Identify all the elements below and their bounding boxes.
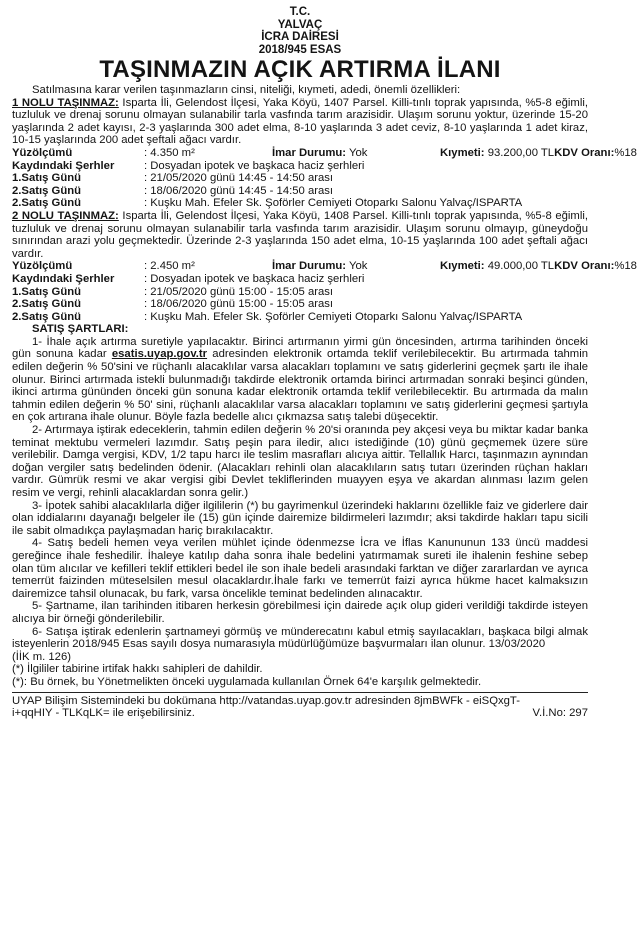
parcel-1-value-label: Kıymeti: xyxy=(440,146,485,159)
condition-1 xyxy=(12,336,588,424)
parcel-1-sale1-row xyxy=(12,172,588,185)
condition-3: 3- İpotek sahibi alacaklılarla diğer ilgililerin (*) bu gayrimenkul üzerindeki haklarını özellikle faiz ve giderlere dair olan iddialarını dayanağı belgeler ile (15) gün içinde dairemize bildirmeleri lazımdır; aksi takdirde hakları tapu sicili ile sabit olmadıkça paylaşmadan hariç bırakılacaktır. xyxy=(12,499,588,537)
parcel-1-kdv-value: %18 xyxy=(614,146,637,159)
parcel-1-sale1-value: : 21/05/2020 günü 14:45 - 14:50 arası xyxy=(144,172,334,185)
parcel-1-place-label: 2.Satış Günü xyxy=(12,197,82,210)
parcel-1-place-value: : Kuşku Mah. Efeler Sk. Şoförler Cemiyeti Otoparkı Salonu Yalvaç/ISPARTA xyxy=(144,197,523,210)
parcel-1-value-amount: 93.200,00 TL xyxy=(484,146,555,159)
footer-bottom-row xyxy=(12,707,588,720)
header-case-number: 2018/945 ESAS xyxy=(258,43,342,56)
footer-divider xyxy=(12,692,588,693)
parcel-1-area-value: : 4.350 m² xyxy=(144,146,195,159)
condition-6: 6- Satışa iştirak edenlerin şartnameyi görmüş ve münderecatını kabul etmiş sayılacakları, başkaca bilgi almak isteyenlerin 2018/945 Esas sayılı dosya numarasıyla müdürlüğümüze başvurmaları ilan olunur. 13/03/2020 xyxy=(12,625,588,651)
parcel-1-terms-row xyxy=(12,160,588,173)
parcel-2-area-label: Yüzölçümü xyxy=(12,260,73,273)
parcel-1-kdv-label: KDV Oranı: xyxy=(554,146,615,159)
parcel-1-sale2-row xyxy=(12,185,588,198)
parcel-2-sale1-value: : 21/05/2020 günü 15:00 - 15:05 arası xyxy=(144,285,334,298)
parcel-2-kdv-label: KDV Oranı: xyxy=(554,260,615,273)
parcel-2-terms-row xyxy=(12,273,588,286)
parcel-2-place-label: 2.Satış Günü xyxy=(12,310,82,323)
parcel-2-sale1-label: 1.Satış Günü xyxy=(12,285,82,298)
parcel-1-terms-label: Kaydındaki Şerhler xyxy=(12,159,115,172)
parcel-2-sale2-label: 2.Satış Günü xyxy=(12,298,82,311)
parcel-1-sale2-value: : 18/06/2020 günü 14:45 - 14:50 arası xyxy=(144,184,334,197)
condition-5: 5- Şartname, ilan tarihinden itibaren herkesin görebilmesi için dairede açık olup gideri verildiği takdirde isteyen alıcıya bir örneği gönderilebilir. xyxy=(12,600,588,625)
condition-4: 4- Satış bedeli hemen veya verilen mühlet içinde ödenmezse İcra ve İflas Kanununun 133 üncü maddesi gereğince ihale feshedilir. İhaleye katılıp daha sonra ihale bedelini yatırmamak sureti ile ihalenin feshine sebep olan tüm alıcılar ve kefilleri teklif ettikleri bedel ile son ihale bedeli arasındaki farktan ve diğer zararlardan ve ayrıca temerrüt faizinden müteselsilen mesul olacaklardır.İhale farkı ve temerrüt faizi ayrıca hükme hacet kalmaksızın dairemizce tahsil olunacak, bu fark, varsa öncelikle teminat bedelinden alınacaktır. xyxy=(12,537,588,600)
footer-uyap-line: UYAP Bilişim Sistemindeki bu dokümana http://vatandas.uyap.gov.tr adresinden 8jmBWFk - eiSQxgT- xyxy=(12,694,520,707)
parcel-2-kdv-value: %18 xyxy=(614,260,637,273)
parcel-2-value-label: Kıymeti: xyxy=(440,260,485,273)
footer-uyap-line2: i+qqHIY - TLKqLK= ile erişebilirsiniz. xyxy=(12,707,195,720)
parcel-1-description xyxy=(12,97,588,147)
esatis-link[interactable]: esatis.uyap.gov.tr xyxy=(111,348,208,361)
law-reference: (İİK m. 126) xyxy=(12,650,72,663)
footer-reference-number: V.İ.No: 297 xyxy=(532,707,588,720)
footnote-2: (*): Bu örnek, bu Yönetmelikten önceki uygulamada kullanılan Örnek 64'e karşılık gelmektedir. xyxy=(12,675,482,688)
parcel-2-heading: 2 NOLU TAŞINMAZ: xyxy=(12,209,119,222)
parcel-2-zoning-value: Yok xyxy=(346,260,368,273)
parcel-2-place-value: : Kuşku Mah. Efeler Sk. Şoförler Cemiyeti Otoparkı Salonu Yalvaç/ISPARTA xyxy=(144,310,523,323)
notice-title: TAŞINMAZIN AÇIK ARTIRMA İLANI xyxy=(99,56,501,83)
condition-2: 2- Artırmaya iştirak edeceklerin, tahmin edilen değerin % 20'si oranında pey akçesi veya bu miktar kadar banka teminat mektubu vermeleri lazımdır. Satış peşin para iledir, alıcı istediğinde (10) günü geçmemek üzere süre verilebilir. Damga vergisi, KDV, 1/2 tapu harcı ile teslim masrafları alıcıya aittir. Tellallık Harcı, taşınmazın aynından doğan vergiler satış bedelinden ödenir. (Alacakları rehinli olan alacaklıların satış tutarı üzerinden rüçhan hakları vardır. Gümrük resmi ve akar vergisi gibi Devlet tekliflerinden muayyen eşya ve akardan alınması lazım gelen resim ve vergi, rehinli alacaklardan sonra gelir.) xyxy=(12,424,588,499)
parcel-2-sale1-row xyxy=(12,286,588,299)
intro-text: Satılmasına karar verilen taşınmazların cinsi, niteliği, kıymeti, adedi, önemli özellikleri: xyxy=(32,84,461,96)
parcel-1-zoning-label: İmar Durumu: xyxy=(272,146,347,159)
conditions-heading: SATIŞ ŞARTLARI: xyxy=(32,323,129,336)
parcel-1-area-label: Yüzölçümü xyxy=(12,146,73,159)
parcel-1-sale2-label: 2.Satış Günü xyxy=(12,184,82,197)
parcel-2-value-amount: 49.000,00 TL xyxy=(484,260,555,273)
parcel-2-description xyxy=(12,210,588,260)
parcel-2-sale2-row xyxy=(12,298,588,311)
parcel-2-terms-label: Kaydındaki Şerhler xyxy=(12,272,115,285)
parcel-1-terms-value: : Dosyadan ipotek ve başkaca haciz şerhleri xyxy=(144,159,365,172)
header-tc: T.C. xyxy=(289,6,311,18)
parcel-2-specs xyxy=(12,260,637,273)
parcel-1-zoning-value: Yok xyxy=(346,146,368,159)
condition-1-part-b: adresinden elektronik ortamda teklif verilebilecektir. Bu artırmada tahmin edilen değerin % 50'sini ve rüçhanlı alacaklılar varsa alacakları toplamını ve satış giderlerini geçmek şartı ile ihale olunur. Birinci artırmada istekli bulunmadığı takdirde elektronik ortamda birinci artırmadan sonraki beşinci günden, ikinci artırma gününden önceki gün sonuna kadar elektronik ortamda teklif verilebilecektir. Bu artırmada da malın tahmin edilen değerin % 50' sini, rüçhanlı alacaklılar varsa alacakları toplamını ve satış giderlerini geçmesi şartıyla en çok artırana ihale olunur. Böyle fazla bedelle alıcı çıkmazsa satış talebi düşecektir. xyxy=(12,348,588,424)
parcel-1-heading: 1 NOLU TAŞINMAZ: xyxy=(12,96,119,109)
parcel-2-place-row xyxy=(12,311,588,324)
header-city: YALVAÇ xyxy=(277,18,323,31)
header-office: İCRA DAİRESİ xyxy=(261,31,339,43)
parcel-2-area-value: : 2.450 m² xyxy=(144,260,195,273)
parcel-2-zoning-label: İmar Durumu: xyxy=(272,260,347,273)
parcel-1-place-row xyxy=(12,197,588,210)
parcel-1-text: Isparta İli, Gelendost İlçesi, Yaka Köyü, 1407 Parsel. Killi-tınlı toprak yapısında, %5-8 eğimli, tuzluluk ve drenaj sorunu olmayan sulanabilir tarla vasfında tarım arazisidir. Ulaşım sorunu yoktur, üzerinde 15-20 yaşlarında 2 adet kayısı, 2-3 yaşlarında 300 adet elma, 8-10 yaşlarında 3 adet ceviz, 8-10 yaşlarında 1 adet kiraz, 10-15 yaşlarında 200 adet şeftali ağacı vardır. xyxy=(12,96,588,147)
footnote-1: (*) İlgililer tabirine irtifak hakkı sahipleri de dahildir. xyxy=(12,663,263,676)
condition-1-part-a: 1- İhale açık artırma suretiyle yapılacaktır. Birinci artırmanın yirmi gün öncesinden, artırma tarihinden önceki gün sonuna kadar xyxy=(12,335,588,361)
parcel-1-sale1-label: 1.Satış Günü xyxy=(12,172,82,185)
parcel-2-terms-value: : Dosyadan ipotek ve başkaca haciz şerhleri xyxy=(144,272,365,285)
parcel-2-sale2-value: : 18/06/2020 günü 15:00 - 15:05 arası xyxy=(144,298,334,311)
parcel-2-text: Isparta İli, Gelendost İlçesi, Yaka Köyü, 1408 Parsel. Killi-tınlı toprak yapısında, %5-8 eğimli, tuzluluk ve drenaj sorunu olmayan sulanabilir tarla vasfında tarım arazisidir. Ulaşım sorunu olmayıp, güneydoğu sınırından arazi yolu geçmektedir. Üzerinde 2-3 yaşlarında 150 adet elma, 10-15 yaşlarında 100 adet şeftali ağacı vardır. xyxy=(12,209,588,260)
parcel-1-specs xyxy=(12,146,637,160)
